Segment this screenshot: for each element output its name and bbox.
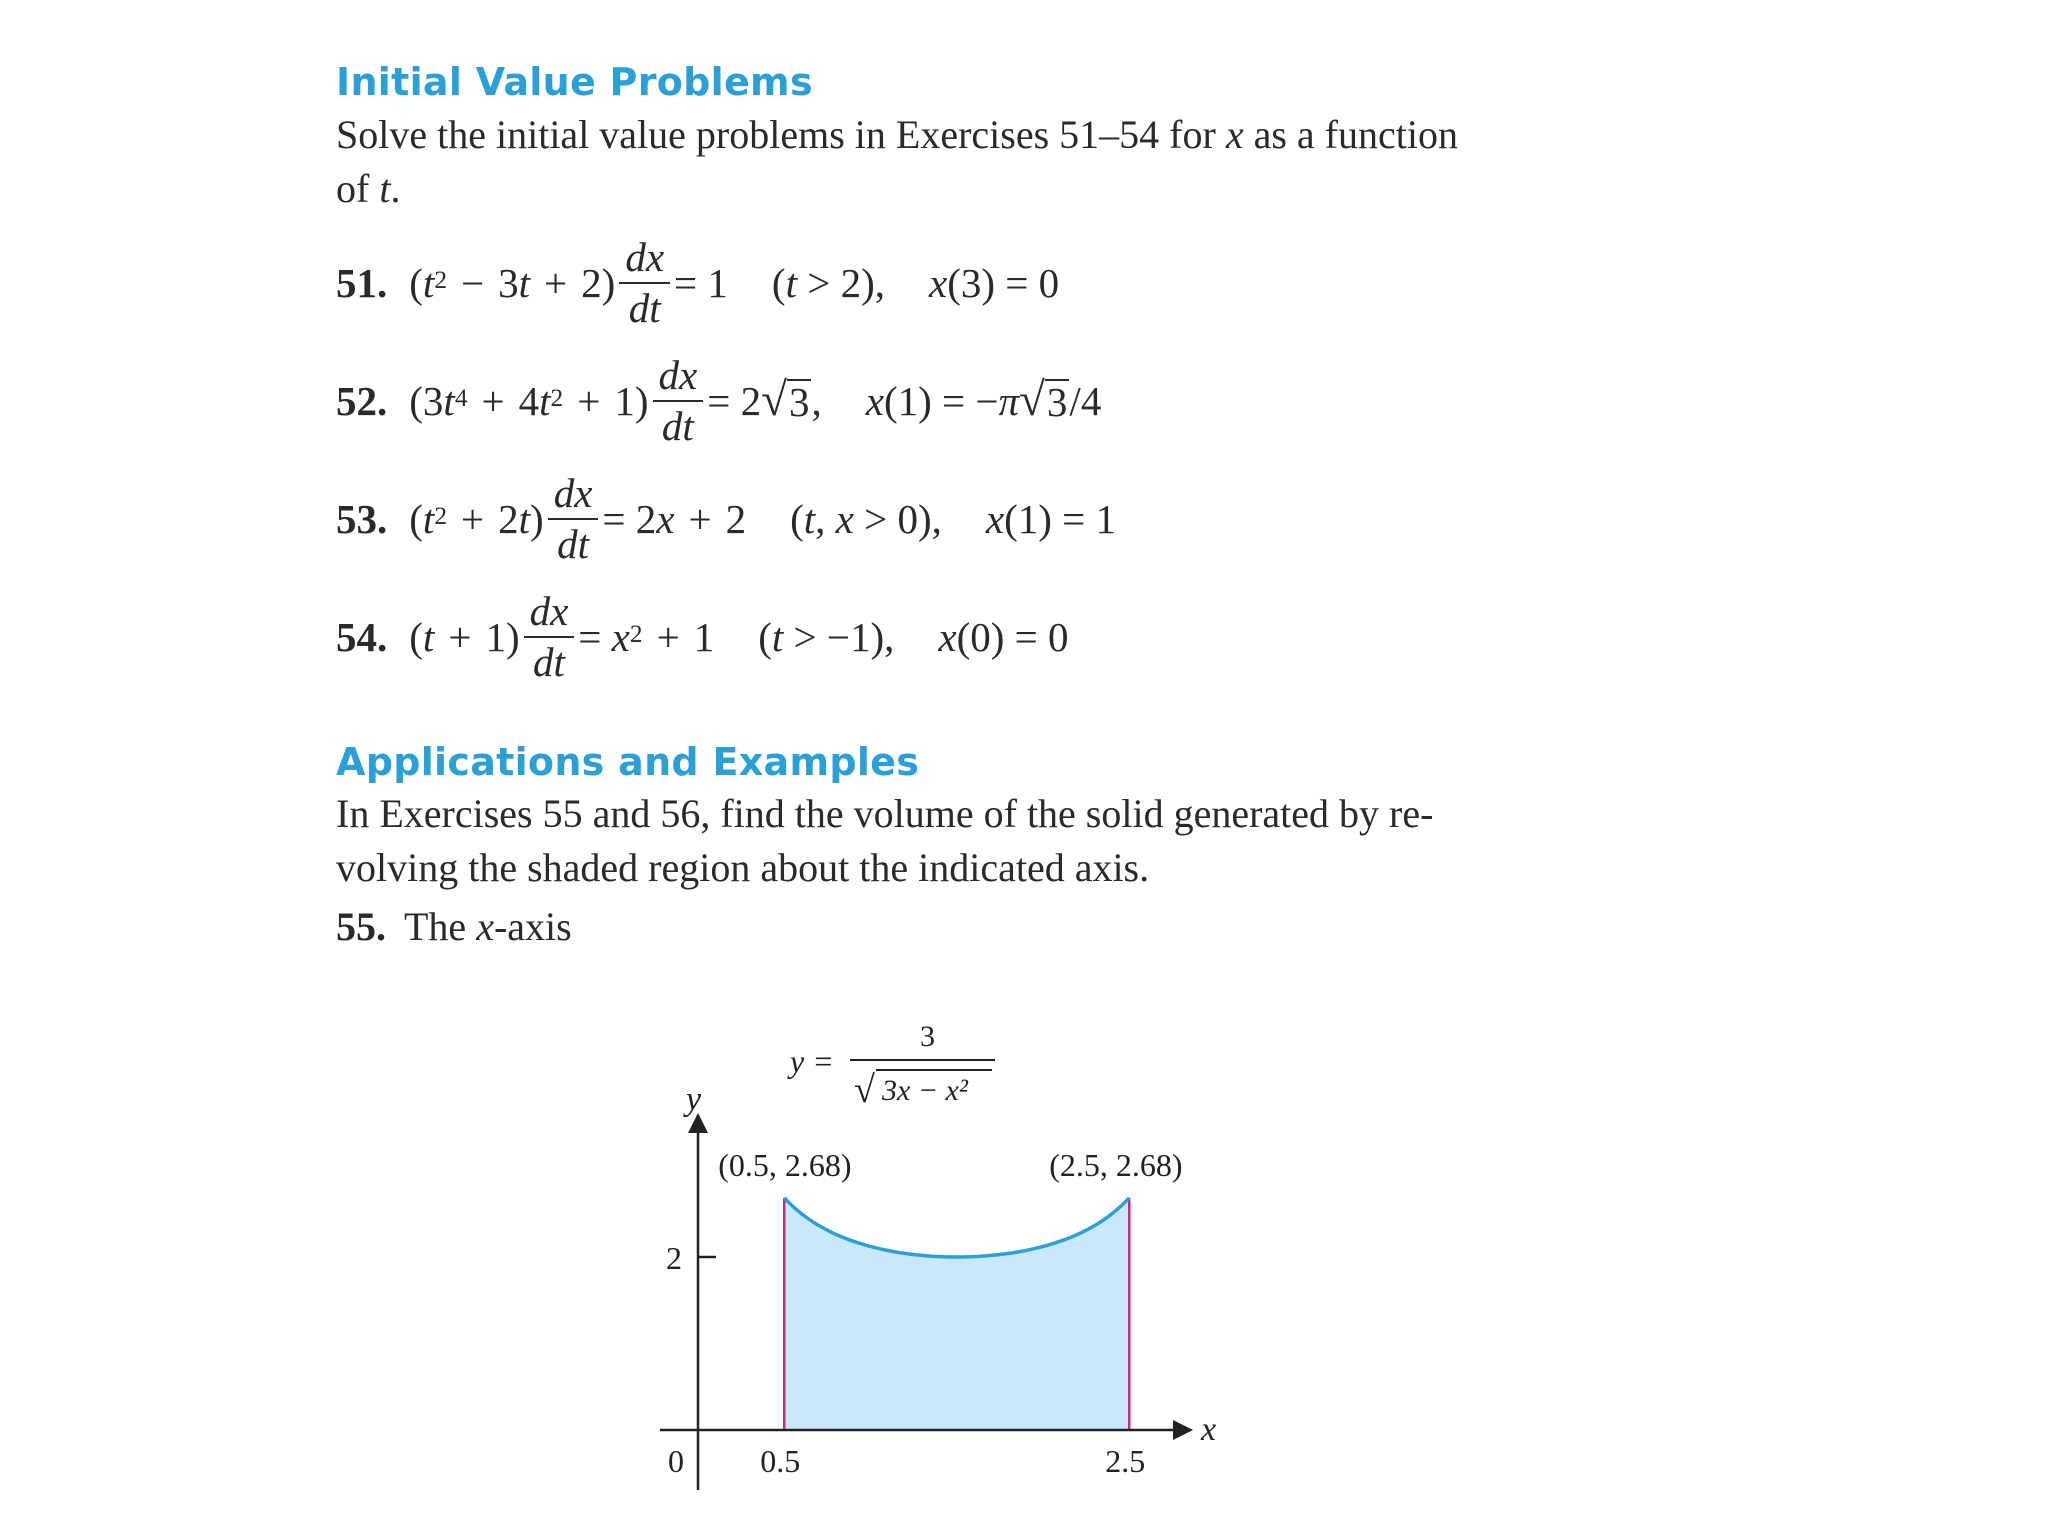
exercise-initial-condition: x(0) = 0	[938, 613, 1069, 660]
derivative-fraction: $\frac{dx}{dt}$	[548, 473, 599, 565]
section-applications	[336, 740, 1576, 951]
exercise-52	[336, 342, 1576, 460]
exercise-number: 54.	[336, 613, 388, 660]
exercise-number: 53.	[336, 495, 388, 542]
y-axis-label: y	[686, 1081, 702, 1118]
section-intro: Solve the initial value problems in Exercises 51–54 for x as a function of t.	[336, 111, 1458, 211]
exercise-equation: (t + 1) $\frac{dx}{dt}$ = $x^2 + 1$ (t > −1), x(0) = 0	[409, 587, 1069, 685]
figure-55	[650, 1010, 1250, 1500]
exercise-condition: (t > 2),	[771, 259, 885, 306]
exercise-initial-condition: x(1) = 1	[985, 495, 1117, 542]
section-heading-initial-value-problems: Initial Value Problems	[336, 60, 813, 104]
function-label-numerator: 3	[920, 1020, 935, 1053]
exercise-number: 52.	[336, 377, 388, 424]
exercise-equation: $(t^2 + 2t)$ $\frac{dx}{dt}$ = 2x + 2 (t, x > 0), x(1) = 1	[409, 469, 1117, 567]
textbook-page	[336, 60, 1576, 950]
exercise-equation: $(t^2 - 3t + 2)$ $\frac{dx}{dt}$ = 1 (t > 2), x(3) = 0	[409, 233, 1060, 331]
derivative-fraction: $\frac{dx}{dt}$	[653, 355, 704, 447]
x-tick-label-0.5: 0.5	[760, 1443, 801, 1479]
exercise-55: 55. The x-axis	[336, 904, 572, 950]
section-applications-intro: In Exercises 55 and 56, find the volume of the solid generated by re- volving the shaded region about the indicated axis.	[336, 791, 1434, 891]
exercise-initial-condition: x(1) = −π	[865, 377, 1020, 424]
point-label-right: (2.5, 2.68)	[1049, 1147, 1183, 1184]
point-label-left: (0.5, 2.68)	[718, 1147, 852, 1184]
x-tick-label-2.5: 2.5	[1105, 1443, 1146, 1479]
derivative-fraction: $\frac{dx}{dt}$	[524, 591, 575, 683]
section-heading-applications: Applications and Examples	[336, 739, 920, 784]
function-label-radicand: 3x − x²	[882, 1074, 968, 1107]
sqrt-symbol: √ 3	[761, 374, 810, 427]
x-tick-label-0: 0	[668, 1443, 684, 1479]
function-label-sqrt: √	[854, 1069, 875, 1111]
region-graph	[650, 1010, 1250, 1500]
sqrt-symbol: √ 3	[1019, 374, 1068, 427]
function-label-lhs: y =	[790, 1043, 834, 1079]
exercise-condition: (t > −1),	[758, 613, 895, 660]
derivative-fraction: $\frac{dx}{dt}$	[619, 237, 670, 329]
exercise-51	[336, 224, 1576, 342]
y-tick-label-2: 2	[666, 1240, 682, 1276]
exercise-53	[336, 460, 1576, 578]
exercise-number: 51.	[336, 259, 388, 306]
exercise-54	[336, 578, 1576, 696]
x-axis-label: x	[1201, 1411, 1217, 1448]
exercise-condition: (t, x > 0),	[790, 495, 942, 542]
exercise-initial-condition: x(3) = 0	[929, 259, 1060, 306]
exercise-list	[336, 224, 1576, 696]
exercise-equation: $(3t^4 + 4t^2 + 1)$ $\frac{dx}{dt}$ = 2 √ 3 , x(1) = −π √ 3 /4	[409, 351, 1102, 449]
